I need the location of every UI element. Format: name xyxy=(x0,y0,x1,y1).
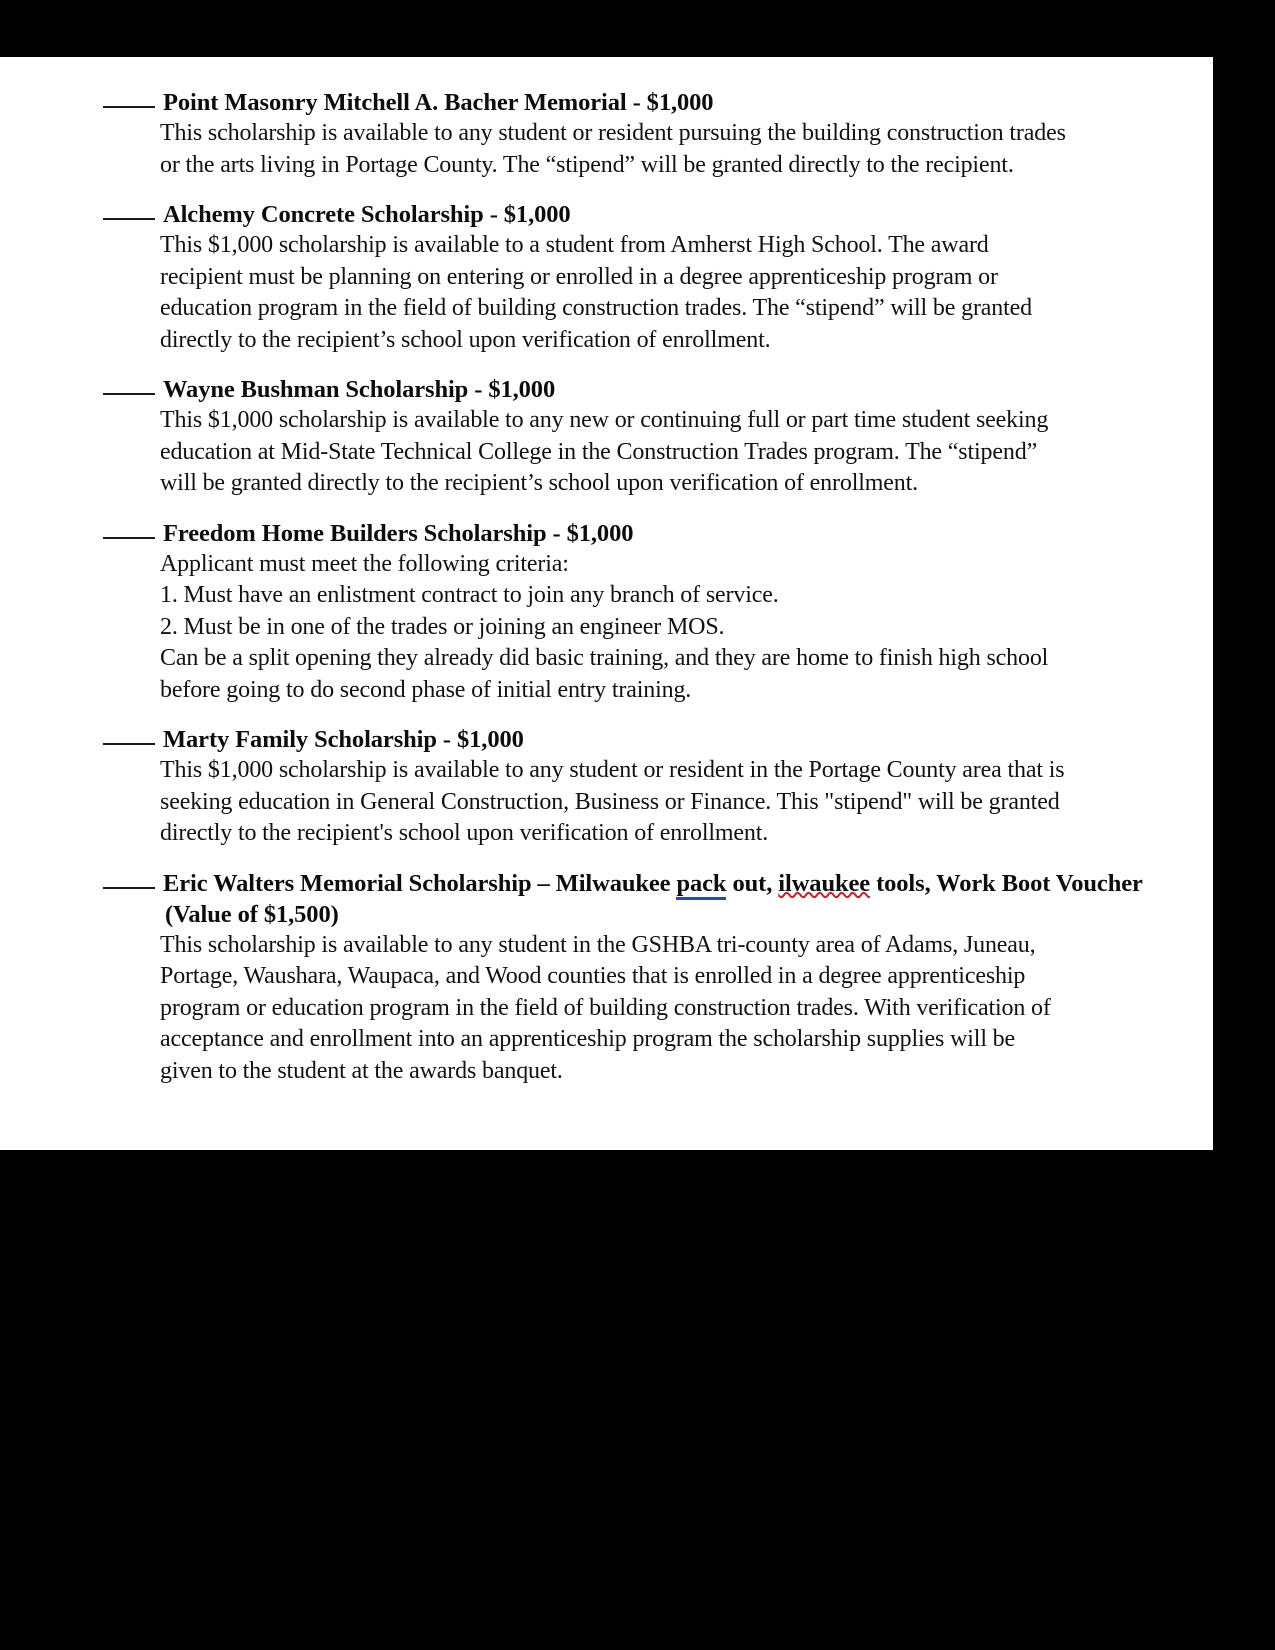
scholarship-title: Alchemy Concrete Scholarship - $1,000 xyxy=(163,201,571,228)
checkbox-blank-line-icon[interactable] xyxy=(103,393,155,395)
description-line: will be granted directly to the recipient’s school upon verification of enrollment. xyxy=(160,470,918,496)
scholarship-entry-marty-family xyxy=(40,724,1163,850)
scholarship-title: Freedom Home Builders Scholarship - $1,000 xyxy=(163,519,634,547)
description-line: This scholarship is available to any student or resident pursuing the building construction trades xyxy=(160,120,1066,146)
document-text-body xyxy=(0,57,1213,1087)
description-line: acceptance and enrollment into an apprenticeship program the scholarship supplies will be xyxy=(160,1026,1016,1052)
description-line: or the arts living in Portage County. The “stipend” will be granted directly to the recipient. xyxy=(160,151,1014,178)
scholarship-description xyxy=(160,118,1163,181)
scholarship-description xyxy=(160,930,1163,1088)
scholarship-entry-wayne-bushman xyxy=(40,374,1163,500)
description-line: This $1,000 scholarship is available to a student from Amherst High School. The award xyxy=(160,232,989,258)
scholarship-description xyxy=(160,405,1163,500)
description-line: recipient must be planning on entering or enrolled in a degree apprenticeship program or xyxy=(160,263,998,290)
scholarship-entry-point-masonry xyxy=(40,87,1163,181)
scholarship-title: Marty Family Scholarship - $1,000 xyxy=(163,726,524,753)
scholarship-title-after: tools, Work Boot xyxy=(870,869,1051,897)
description-line: This $1,000 scholarship is available to any new or continuing full or part time student seeking xyxy=(160,407,1049,433)
description-line: This scholarship is available to any student in the GSHBA tri-county area of Adams, Juneau, xyxy=(160,931,1036,958)
scholarship-description xyxy=(160,549,1163,707)
description-line: given to the student at the awards banquet. xyxy=(160,1057,563,1084)
checkbox-blank-line-icon[interactable] xyxy=(103,106,155,108)
hyperlink-word-pack[interactable]: pack xyxy=(676,870,726,900)
scholarship-description xyxy=(160,755,1163,850)
scanned-page-area xyxy=(0,57,1213,1150)
scholarship-heading xyxy=(103,199,1163,230)
description-line: education program in the field of building construction trades. The “stipend” will be granted xyxy=(160,295,1033,321)
checkbox-blank-line-icon[interactable] xyxy=(103,743,155,745)
description-line: directly to the recipient's school upon verification of enrollment. xyxy=(160,820,769,846)
description-line: Portage, Waushara, Waupaca, and Wood counties that is enrolled in a degree apprenticeship xyxy=(160,963,1026,989)
description-line: This $1,000 scholarship is available to any student or resident in the Portage County area that is xyxy=(160,757,1065,783)
criteria-item: 1. Must have an enlistment contract to join any branch of service. xyxy=(160,582,779,608)
scholarship-entry-eric-walters xyxy=(40,868,1163,1088)
description-line: program or education program in the field of building construction trades. With verification of xyxy=(160,994,1051,1021)
scholarship-entry-alchemy-concrete xyxy=(40,199,1163,356)
scholarship-heading xyxy=(103,518,1163,549)
checkbox-blank-line-icon[interactable] xyxy=(103,218,155,220)
spellcheck-flagged-word[interactable]: ilwaukee xyxy=(778,869,871,897)
description-line: Can be a split opening they already did basic training, and they are home to finish high school xyxy=(160,645,1049,671)
description-line: directly to the recipient’s school upon verification of enrollment. xyxy=(160,326,771,353)
criteria-item: 2. Must be in one of the trades or joining an engineer MOS. xyxy=(160,613,725,640)
description-line: education at Mid-State Technical College in the Construction Trades program. The “stipend” xyxy=(160,438,1038,465)
scholarship-title-before-link: Eric Walters Memorial Scholarship – Milwaukee xyxy=(163,869,677,897)
scholarship-heading xyxy=(103,87,1163,118)
scholarship-entry-freedom-home-builders xyxy=(40,518,1163,707)
scholarship-title-line-two: Voucher (Value of $1,500) xyxy=(165,869,1143,928)
scholarship-title: Wayne Bushman Scholarship - $1,000 xyxy=(163,376,556,403)
checkbox-blank-line-icon[interactable] xyxy=(103,887,155,889)
scholarship-title-between: out, xyxy=(726,869,779,897)
description-line: seeking education in General Construction, Business or Finance. This "stipend" will be granted xyxy=(160,788,1060,815)
checkbox-blank-line-icon[interactable] xyxy=(103,537,155,539)
scholarship-heading xyxy=(103,868,1163,930)
description-line: Applicant must meet the following criteria: xyxy=(160,550,569,577)
scholarship-heading xyxy=(103,724,1163,755)
description-line: before going to do second phase of initial entry training. xyxy=(160,676,692,703)
scholarship-title: Point Masonry Mitchell A. Bacher Memorial - $1,000 xyxy=(163,89,714,116)
scholarship-heading xyxy=(103,374,1163,405)
scholarship-description xyxy=(160,230,1163,356)
